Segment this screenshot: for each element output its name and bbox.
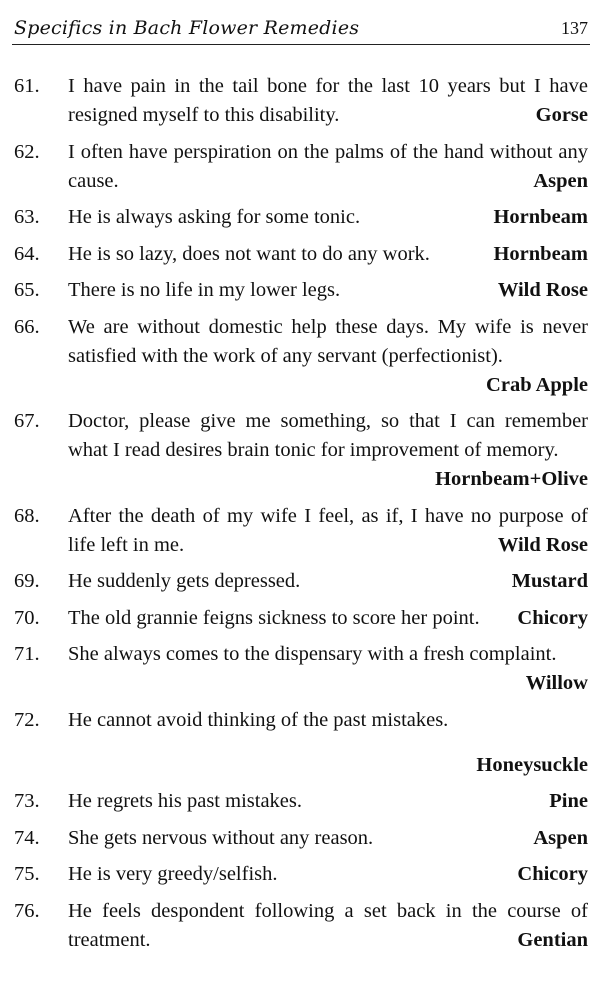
entry-spacer [68,735,588,751]
entry-remedy: Gorse [535,104,588,126]
entry-text: He is so lazy, does not want to do any work. [68,242,430,265]
entry-remedy: Pine [549,790,588,812]
entry-text: I often have perspiration on the palms of the hand without any cause. [68,140,588,192]
entry-remedy: Chicory [517,606,588,629]
entry-number: 75. [14,863,40,885]
entry-number: 76. [14,899,40,922]
entry-number: 74. [14,826,40,849]
entry-text: He is always asking for some tonic. [68,206,361,228]
entry-number: 64. [14,242,40,265]
running-header [12,14,590,45]
entry-number: 67. [14,410,40,432]
entry-number: 61. [14,75,40,97]
page-number: 137 [561,18,588,38]
entry-text: She always comes to the dispensary with a fresh complaint. [68,643,557,665]
entry-number: 63. [14,206,40,228]
entry-text: We are without domestic help these days. My wife is never satisfied with the work of any servant (perfectionist). [68,315,588,367]
entry-remedy: Hornbeam [493,242,588,265]
list-item [14,138,588,196]
entry-remedy: Crab Apple [486,373,588,396]
entry-number: 73. [14,790,40,812]
entry-remedy: Honeysuckle [476,753,588,776]
entry-text: He suddenly gets depressed. [68,570,301,592]
list-item [14,706,588,780]
entry-text: He is very greedy/selfish. [68,863,278,885]
entry-text: He cannot avoid thinking of the past mistakes. [68,708,449,731]
entry-text: He regrets his past mistakes. [68,790,302,812]
entry-remedy: Aspen [533,826,588,849]
list-item [14,860,588,889]
entry-remedy: Chicory [517,863,588,885]
entry-text: There is no life in my lower legs. [68,279,341,301]
entry-remedy: Hornbeam [493,206,588,228]
entry-remedy: Willow [525,672,588,694]
header-title: Specifics in Bach Flower Remedies [14,17,360,39]
entry-number: 71. [14,643,40,665]
entry-number: 62. [14,140,40,163]
list-item [14,640,588,698]
entry-text: I have pain in the tail bone for the last 10 years but I have resigned myself to this disability. [68,75,588,126]
remedy-list [14,72,588,962]
list-item [14,897,588,955]
list-item [14,787,588,816]
list-item [14,72,588,130]
entry-number: 65. [14,279,40,301]
entry-remedy: Hornbeam+Olive [435,468,588,490]
entry-remedy: Gentian [517,928,588,951]
list-item [14,240,588,269]
entry-text: Doctor, please give me something, so that I can remember what I read desires brain tonic for improvement of memory. [68,410,588,461]
list-item [14,276,588,305]
list-item [14,567,588,596]
entry-number: 70. [14,606,40,629]
entry-text: The old grannie feigns sickness to score her point. [68,606,480,629]
entry-text: He feels despondent following a set back in the course of treatment. [68,899,588,951]
entry-remedy: Mustard [511,570,588,592]
entry-remedy: Aspen [533,169,588,192]
entry-text: She gets nervous without any reason. [68,826,374,849]
entry-remedy: Wild Rose [497,279,588,301]
entry-number: 72. [14,708,40,731]
list-item [14,203,588,232]
entry-number: 68. [14,504,40,527]
list-item [14,604,588,633]
entry-remedy: Wild Rose [497,533,588,556]
list-item [14,407,588,494]
entry-number: 69. [14,570,40,592]
list-item [14,824,588,853]
list-item [14,502,588,560]
entry-number: 66. [14,315,40,338]
list-item [14,313,588,400]
entry-text: After the death of my wife I feel, as if, I have no purpose of life left in me. [68,504,588,556]
